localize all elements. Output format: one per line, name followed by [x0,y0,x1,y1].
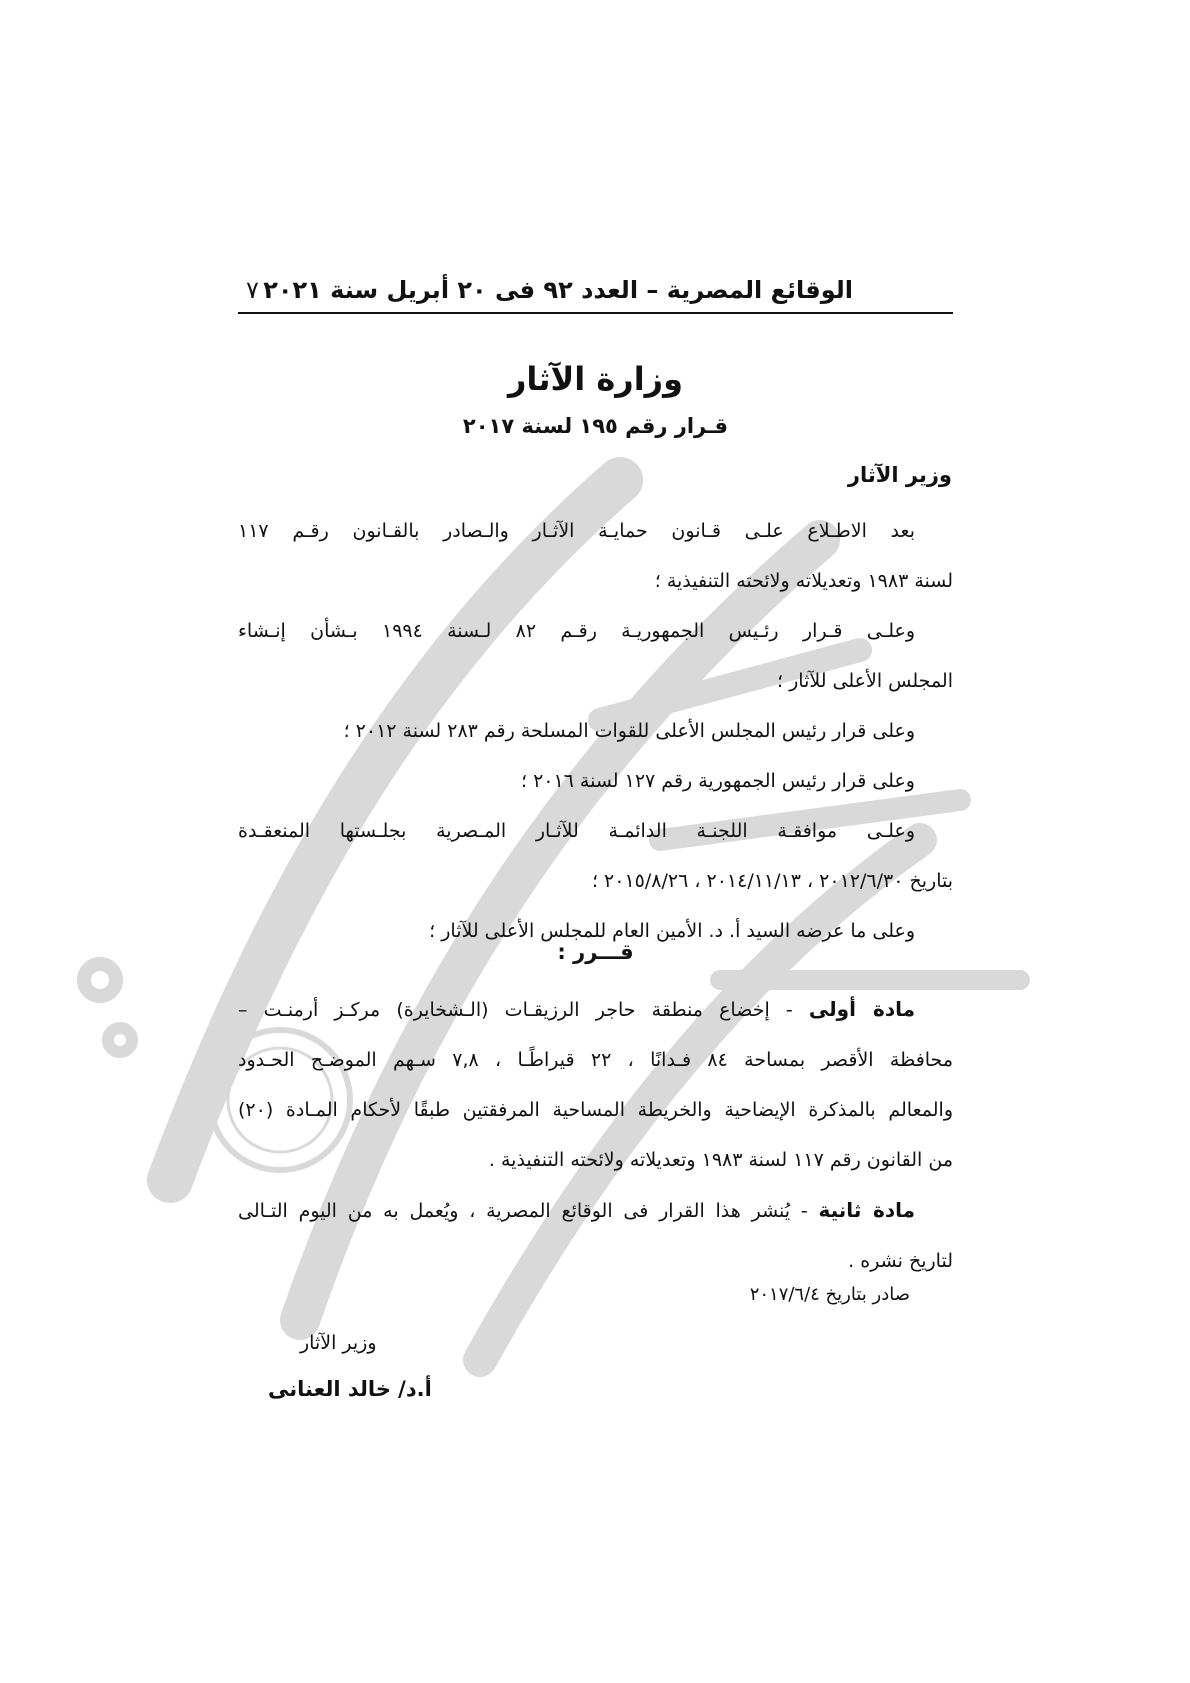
article-2-line [238,1185,953,1236]
preamble-line: وعلى ما عرضه السيد أ. د. الأمين العام للمجلس الأعلى للآثار ؛ [429,920,915,942]
ministry-title: وزارة الآثار [508,360,683,398]
preamble-line: بعد الاطـلاع علـى قـانون حمايـة الآثـار والـصادر بالقـانون رقـم ١١٧ [238,520,915,542]
article-2-line: لتاريخ نشره . [848,1250,953,1272]
preamble-line: وعلـى موافقـة اللجنـة الدائمـة للآثـار المـصرية بجلـستها المنعقـدة [238,820,915,842]
article-2-label: مادة ثانية [818,1198,916,1222]
preamble-line: المجلس الأعلى للآثار ؛ [777,670,953,692]
article-1-line: من القانون رقم ١١٧ لسنة ١٩٨٣ وتعديلاته ولائحته التنفيذية . [488,1149,953,1171]
preamble-line: لسنة ١٩٨٣ وتعديلاته ولائحته التنفيذية ؛ [654,570,953,592]
preamble-line: وعلى قرار رئيس المجلس الأعلى للقوات المسلحة رقم ٢٨٣ لسنة ٢٠١٢ ؛ [343,720,915,742]
preamble-line: بتاريخ ٢٠١٢/٦/٣٠ ، ٢٠١٤/١١/١٣ ، ٢٠١٥/٨/٢٦ ؛ [591,870,953,892]
decree-number: قـرار رقم ١٩٥ لسنة ٢٠١٧ [462,414,729,438]
article-2-text: - يُنشر هذا القرار فى الوقائع المصرية ، ويُعمل به من اليوم التـالى [238,1200,819,1222]
article-1-line: محافظة الأقصر بمساحة ٨٤ فـدانًا ، ٢٢ قيراطًـا ، ٧,٨ سـهم الموضـح الحـدود [238,1049,954,1071]
article-1-line: والمعالم بالمذكرة الإيضاحية والخريطة المساحية المرفقتين طبقًا لأحكام المـادة (٢٠) [238,1099,953,1121]
article-1-label: مادة أولى [808,997,916,1021]
issue-date: صادر بتاريخ ٢٠١٧/٦/٤ [749,1284,910,1305]
preamble-line: وعلـى قـرار رئـيس الجمهوريـة رقـم ٨٢ لـسنة ١٩٩٤ بـشأن إنـشاء [238,620,915,642]
preamble-line: وعلى قرار رئيس الجمهورية رقم ١٢٧ لسنة ٢٠١٦ ؛ [520,770,915,792]
page-number: ٧ [246,276,259,304]
articles [238,984,953,1286]
article-1-line [238,984,953,1035]
signatory-name: أ.د/ خالد العنانى [268,1377,432,1401]
preamble [238,506,953,956]
signatory-title: وزير الآثار [300,1332,377,1354]
decided-label: قـــرر : [557,940,634,964]
article-1-text: - إخضاع منطقة حاجر الرزيقـات (الـشخايرة) مركـز أرمنـت – [238,999,809,1021]
gazette-header [238,276,953,314]
addressee-heading: وزير الآثار [847,463,952,487]
header-title: الوقائع المصرية – العدد ٩٢ فى ٢٠ أبريل سنة ٢٠٢١ [263,276,853,304]
